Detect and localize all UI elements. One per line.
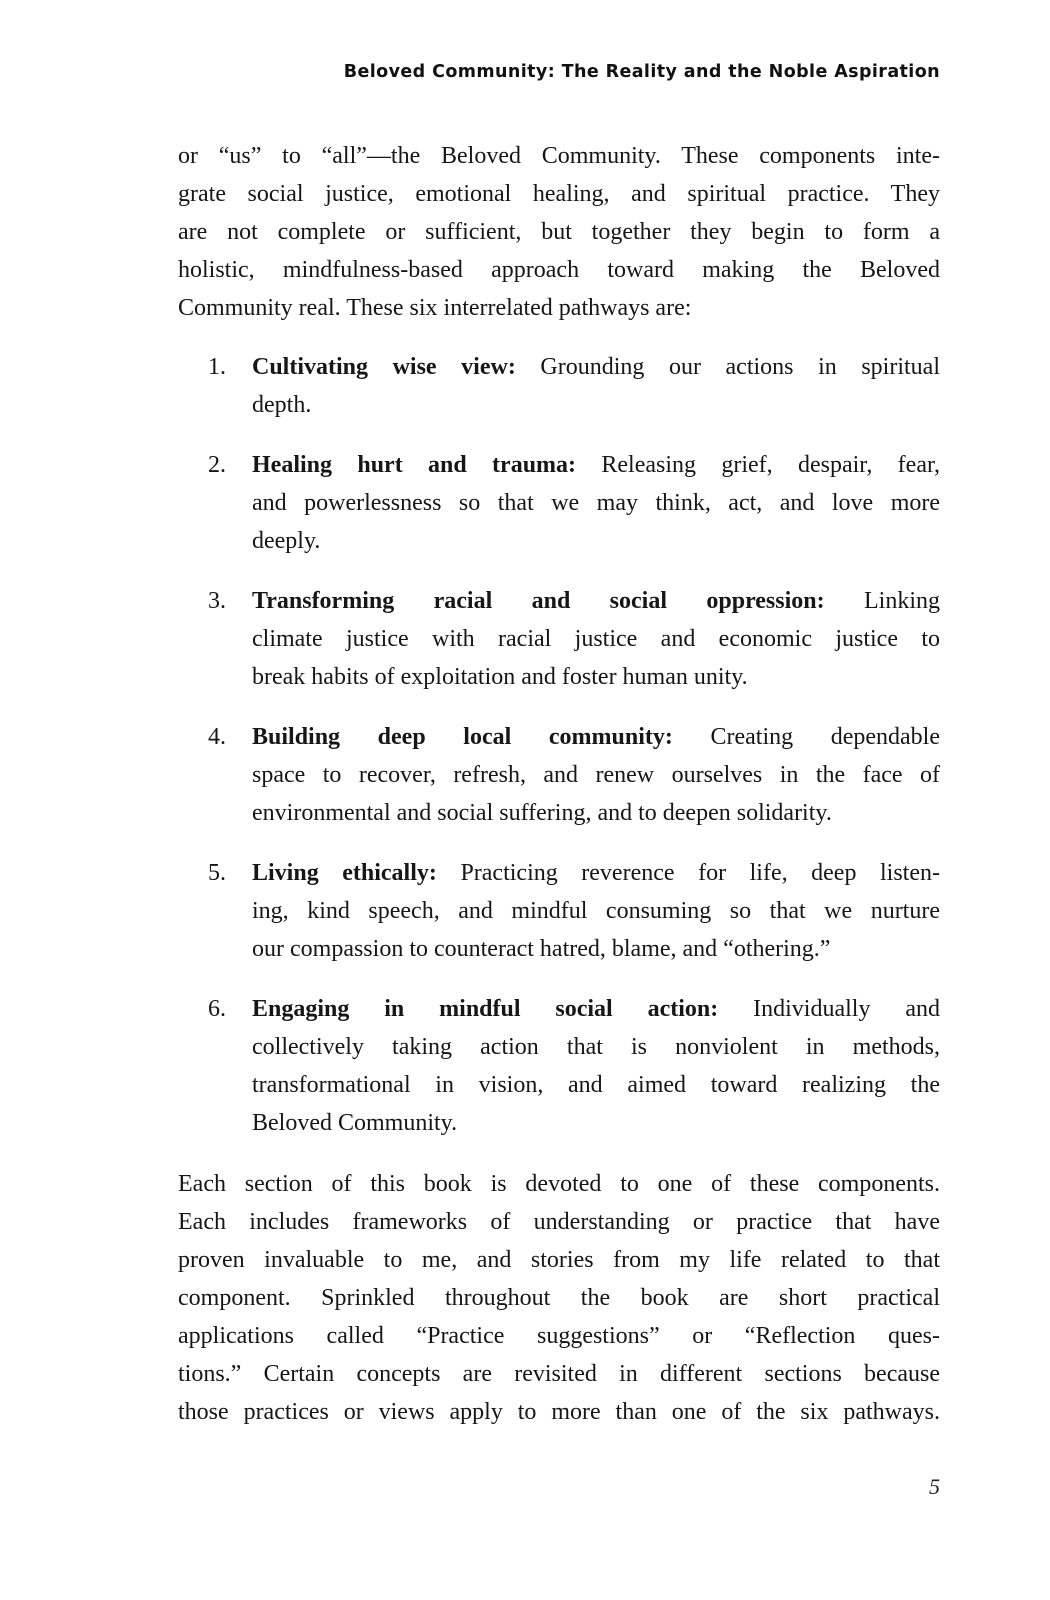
pathway-description-line: environmental and social suffering, and to deepen solidarity. [252,800,832,826]
closing-paragraph [178,1165,940,1431]
pathway-title: Cultivating wise view: [252,354,516,380]
paragraph-line: component. Sprinkled throughout the book are short practical [178,1285,940,1311]
pathway-number: 5. [208,860,226,886]
pathway-description-line: and powerlessness so that we may think, act, and love more [252,490,940,516]
pathway-number: 3. [208,588,226,614]
pathway-description: Releasing grief, despair, fear, [576,452,940,478]
pathway-description: Creating dependable [672,724,940,750]
paragraph-line: Each section of this book is devoted to one of these components. [178,1171,940,1197]
paragraph-line: Community real. These six interrelated pathways are: [178,295,692,321]
pathway-description: Practicing reverence for life, deep listen- [436,860,940,886]
running-header: Beloved Community: The Reality and the Noble Aspiration [343,62,940,82]
intro-paragraph [178,137,940,327]
paragraph-line: those practices or views apply to more than one of the six pathways. [178,1399,940,1425]
paragraph-line: holistic, mindfulness-based approach toward making the Beloved [178,257,940,283]
pathway-title: Healing hurt and trauma: [252,452,577,478]
pathway-description-line: Beloved Community. [252,1110,458,1136]
pathway-description-line: our compassion to counteract hatred, blame, and “othering.” [252,936,831,962]
pathway-description-line: break habits of exploitation and foster human unity. [252,664,748,690]
pathway-number: 1. [208,354,226,380]
pathway-description: Grounding our actions in spiritual [515,354,940,380]
pathway-description-line: transformational in vision, and aimed toward realizing the [252,1072,940,1098]
pathway-description: Individually and [718,996,940,1022]
pathway-description: Linking [824,588,940,614]
paragraph-line: are not complete or sufficient, but together they begin to form a [178,219,940,245]
pathway-title: Living ethically: [252,860,437,886]
pathway-description-line: climate justice with racial justice and economic justice to [252,626,940,652]
pathway-number: 6. [208,996,226,1022]
paragraph-line: tions.” Certain concepts are revisited in different sections because [178,1361,940,1387]
pathway-title: Building deep local community: [252,724,673,750]
paragraph-line: applications called “Practice suggestions” or “Reflection ques- [178,1323,940,1349]
pathway-description-line: collectively taking action that is nonviolent in methods, [252,1034,940,1060]
pathway-description-line: ing, kind speech, and mindful consuming so that we nurture [252,898,940,924]
paragraph-line: or “us” to “all”—the Beloved Community. These components inte- [178,143,940,169]
pathway-description-line: depth. [252,392,312,418]
pathway-title: Engaging in mindful social action: [252,996,719,1022]
pathway-title: Transforming racial and social oppression: [252,588,825,614]
paragraph-line: proven invaluable to me, and stories from my life related to that [178,1247,940,1273]
pathway-description-line: deeply. [252,528,321,554]
pathway-description-line: space to recover, refresh, and renew ourselves in the face of [252,762,940,788]
paragraph-line: Each includes frameworks of understanding or practice that have [178,1209,940,1235]
paragraph-line: grate social justice, emotional healing, and spiritual practice. They [178,181,940,207]
page-number: 5 [929,1474,940,1499]
pathway-number: 2. [208,452,226,478]
pathway-number: 4. [208,724,226,750]
